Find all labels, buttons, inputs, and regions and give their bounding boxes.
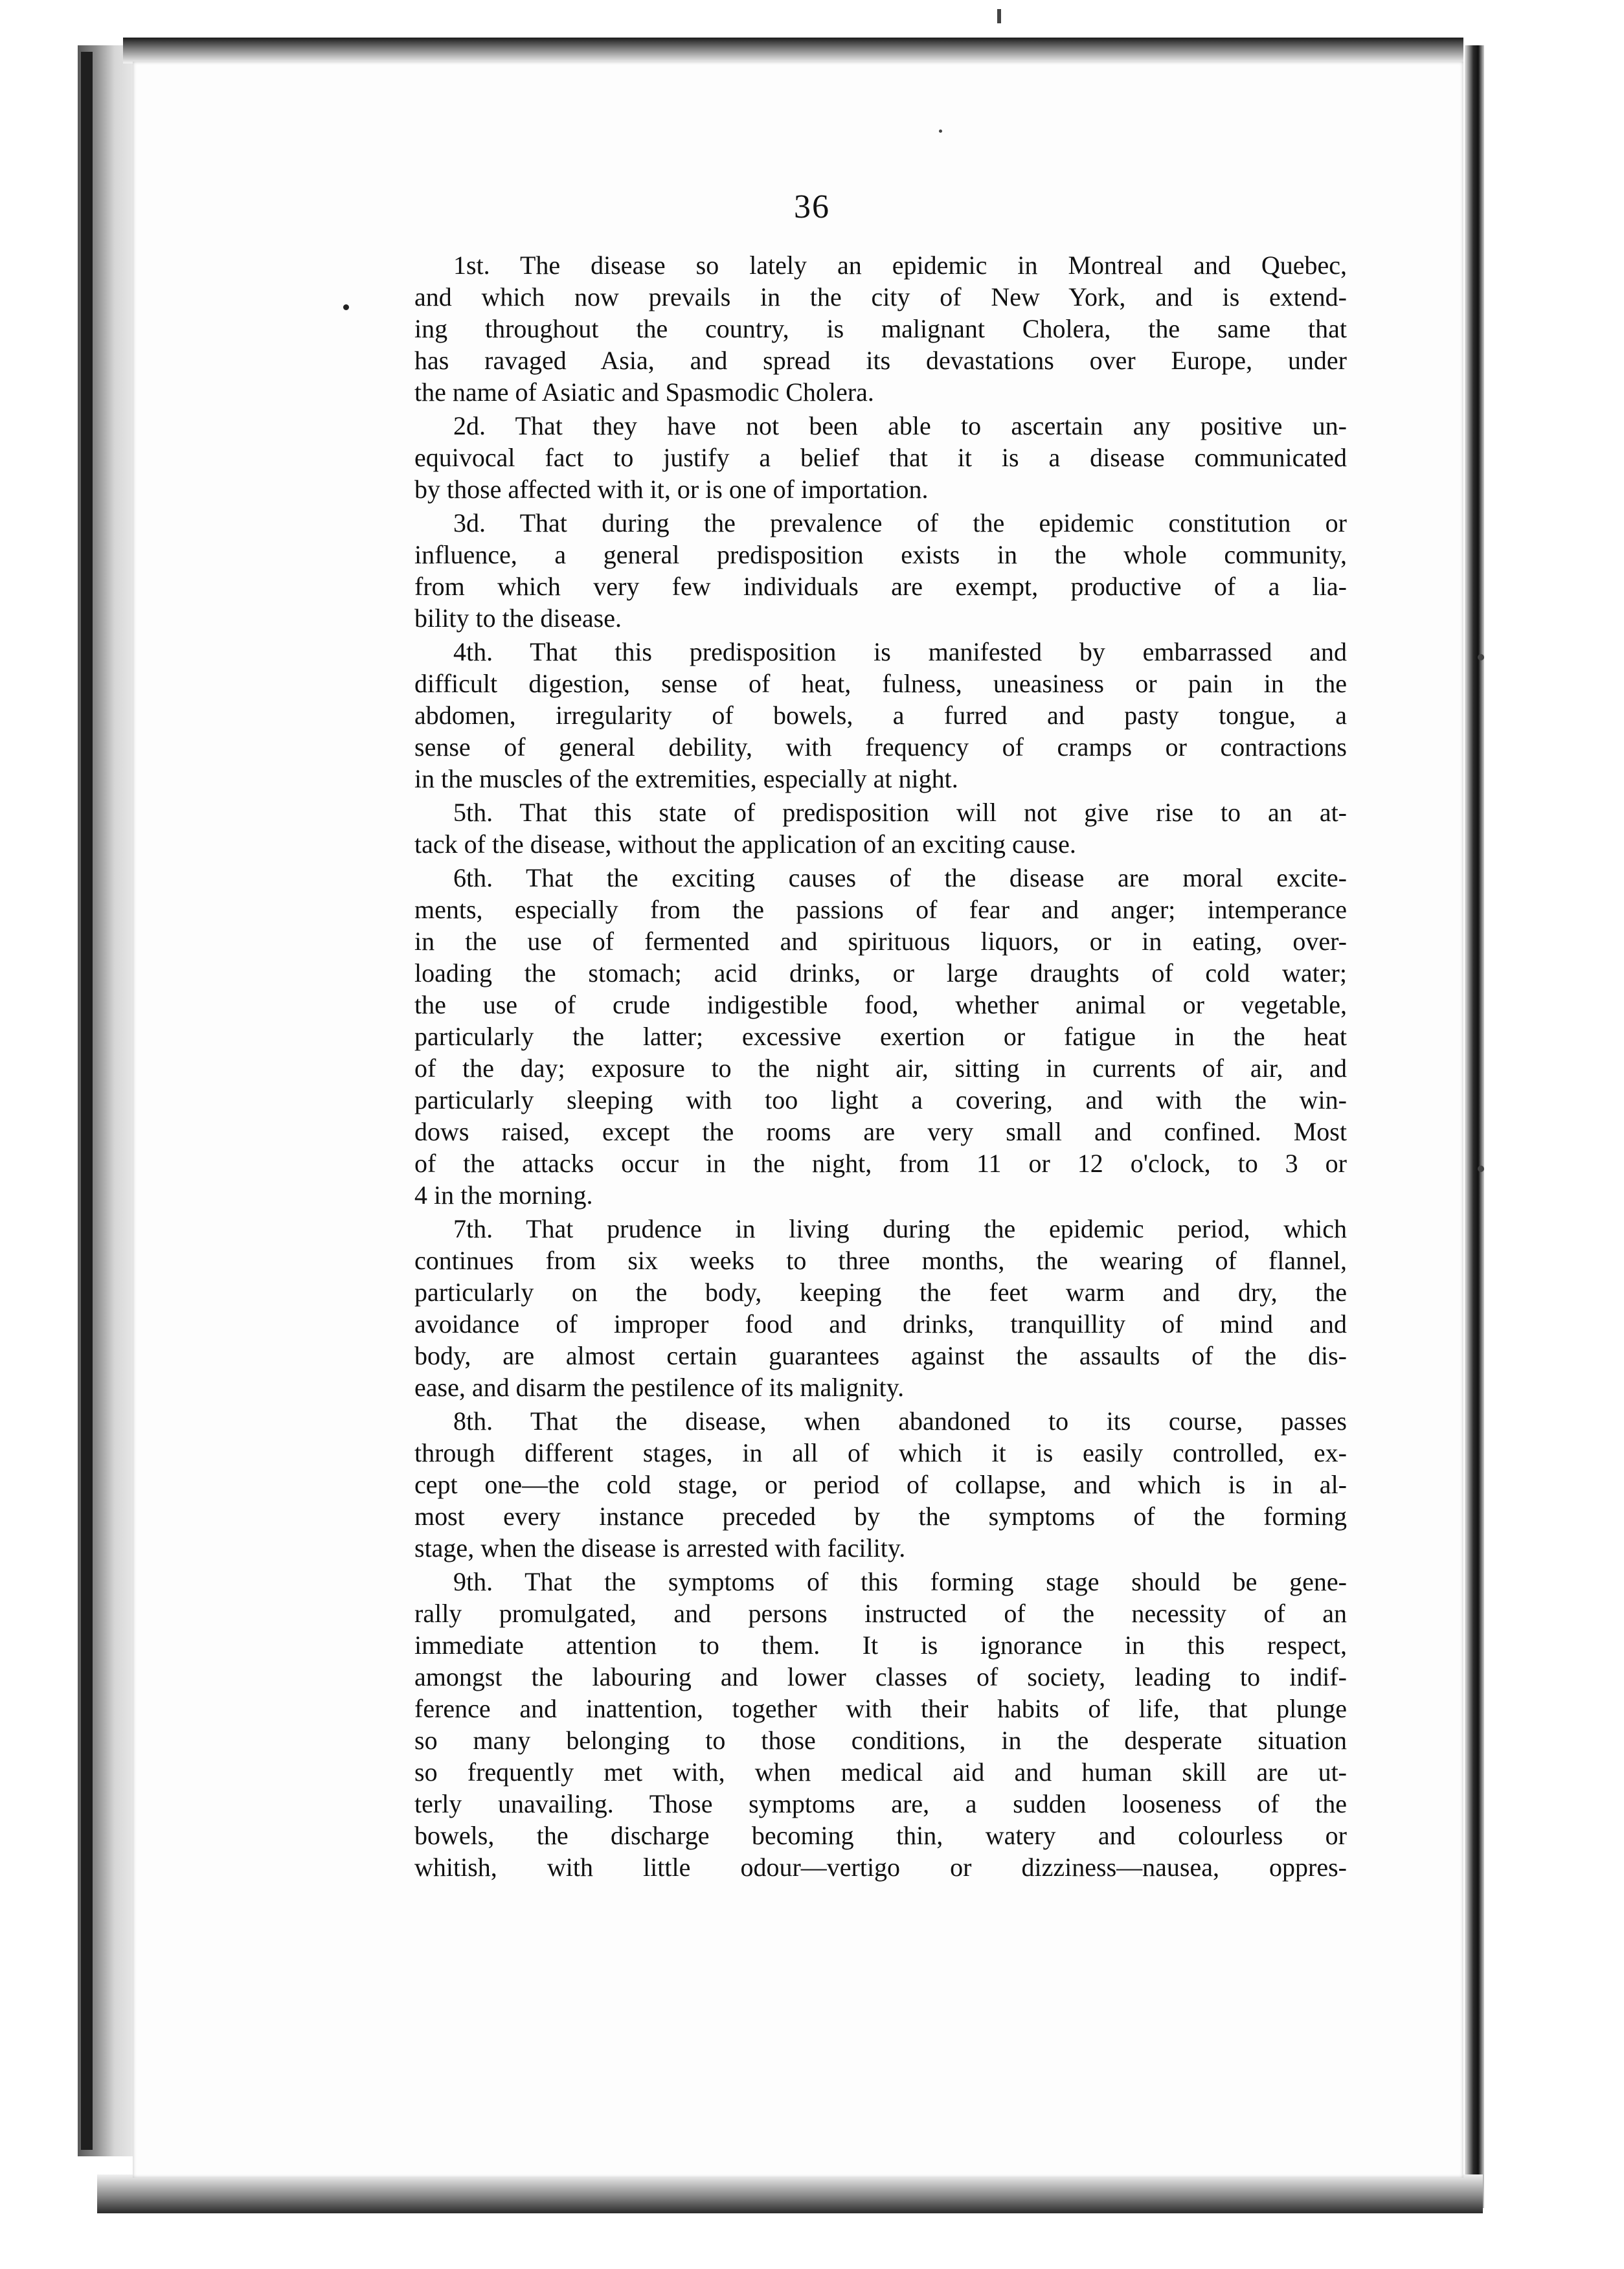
text-line: particularly on the body, keeping the feet warm and dry, the: [414, 1278, 1347, 1307]
text-line: 8th. That the disease, when abandoned to its course, passes: [453, 1406, 1347, 1436]
paragraph: [414, 1213, 1347, 1403]
text-line: ing throughout the country, is malignant Cholera, the same that: [414, 314, 1347, 343]
text-line: 9th. That the symptoms of this forming stage should be gene-: [453, 1567, 1347, 1596]
text-line: avoidance of improper food and drinks, tranquillity of mind and: [414, 1309, 1347, 1338]
text-line: in the muscles of the extremities, especially at night.: [414, 764, 958, 793]
text-line: the use of crude indigestible food, whether animal or vegetable,: [414, 990, 1347, 1019]
text-line: dows raised, except the rooms are very small and confined. Most: [414, 1117, 1347, 1146]
text-line: sense of general debility, with frequency of cramps or contractions: [414, 732, 1347, 762]
text-line: 4 in the morning.: [414, 1180, 593, 1210]
right-page-edge: [1465, 45, 1484, 2208]
paragraph: [414, 1566, 1347, 1883]
text-line: abdomen, irregularity of bowels, a furred and pasty tongue, a: [414, 701, 1347, 730]
text-line: has ravaged Asia, and spread its devastations over Europe, under: [414, 346, 1347, 375]
text-line: 2d. That they have not been able to ascertain any positive un-: [453, 411, 1347, 440]
paragraph: [414, 1405, 1347, 1564]
top-page-edge: [123, 38, 1463, 63]
text-line: 4th. That this predisposition is manifested by embarrassed and: [453, 637, 1347, 666]
paragraph: [414, 636, 1347, 795]
text-line: ease, and disarm the pestilence of its malignity.: [414, 1373, 905, 1402]
text-line: whitish, with little odour—vertigo or dizziness—nausea, oppres-: [414, 1853, 1347, 1882]
text-line: 3d. That during the prevalence of the epidemic constitution or: [453, 508, 1347, 537]
left-spine-edge: [81, 52, 93, 2150]
text-line: difficult digestion, sense of heat, fulness, uneasiness or pain in the: [414, 669, 1347, 698]
text-line: bility to the disease.: [414, 604, 622, 633]
text-line: and which now prevails in the city of New York, and is extend-: [414, 282, 1347, 311]
text-line: continues from six weeks to three months, the wearing of flannel,: [414, 1246, 1347, 1275]
text-line: most every instance preceded by the symptoms of the forming: [414, 1502, 1347, 1531]
text-line: 7th. That prudence in living during the epidemic period, which: [453, 1214, 1347, 1243]
text-line: amongst the labouring and lower classes of society, leading to indif-: [414, 1662, 1347, 1691]
bottom-page-edge: [97, 2174, 1483, 2213]
text-line: ference and inattention, together with their habits of life, that plunge: [414, 1694, 1347, 1723]
text-line: 6th. That the exciting causes of the disease are moral excite-: [453, 863, 1347, 892]
paragraph: [414, 249, 1347, 408]
text-line: rally promulgated, and persons instructed of the necessity of an: [414, 1599, 1347, 1628]
paragraph: [414, 507, 1347, 634]
scan-speck: [1478, 654, 1484, 660]
text-line: 1st. The disease so lately an epidemic in Montreal and Quebec,: [453, 251, 1347, 280]
text-line: stage, when the disease is arrested with facility.: [414, 1533, 906, 1563]
text-line: through different stages, in all of which it is easily controlled, ex-: [414, 1438, 1347, 1467]
text-line: from which very few individuals are exempt, productive of a lia-: [414, 572, 1347, 601]
text-line: of the day; exposure to the night air, sitting in currents of air, and: [414, 1054, 1347, 1083]
text-line: influence, a general predisposition exists in the whole community,: [414, 540, 1347, 569]
text-line: in the use of fermented and spirituous liquors, or in eating, over-: [414, 927, 1347, 956]
paragraph: [414, 410, 1347, 505]
scan-speck: [1478, 1166, 1484, 1172]
text-line: ments, especially from the passions of fear and anger; intemperance: [414, 895, 1347, 924]
text-line: particularly the latter; excessive exertion or fatigue in the heat: [414, 1022, 1347, 1051]
page-number: 36: [794, 188, 830, 225]
text-line: body, are almost certain guarantees against the assaults of the dis-: [414, 1341, 1347, 1370]
text-line: loading the stomach; acid drinks, or large draughts of cold water;: [414, 958, 1347, 988]
paragraph: [414, 862, 1347, 1211]
text-line: particularly sleeping with too light a covering, and with the win-: [414, 1085, 1347, 1114]
paragraph: [414, 796, 1347, 860]
text-line: terly unavailing. Those symptoms are, a sudden looseness of the: [414, 1789, 1347, 1818]
text-line: tack of the disease, without the application of an exciting cause.: [414, 830, 1076, 859]
text-line: so frequently met with, when medical aid and human skill are ut-: [414, 1757, 1347, 1787]
scan-speck: [997, 9, 1001, 23]
text-line: by those affected with it, or is one of importation.: [414, 475, 929, 504]
scan-speck: [939, 130, 942, 133]
text-line: immediate attention to them. It is ignorance in this respect,: [414, 1631, 1347, 1660]
text-line: bowels, the discharge becoming thin, watery and colourless or: [414, 1821, 1347, 1850]
text-line: cept one—the cold stage, or period of collapse, and which is in al-: [414, 1470, 1347, 1499]
margin-dot: [343, 304, 349, 310]
text-line: of the attacks occur in the night, from 11 or 12 o'clock, to 3 or: [414, 1149, 1347, 1178]
body-text: [414, 249, 1347, 1885]
text-line: so many belonging to those conditions, in the desperate situation: [414, 1726, 1347, 1755]
text-line: 5th. That this state of predisposition will not give rise to an at-: [453, 798, 1347, 827]
text-line: equivocal fact to justify a belief that it is a disease communicated: [414, 443, 1347, 472]
text-line: the name of Asiatic and Spasmodic Cholera.: [414, 378, 874, 407]
